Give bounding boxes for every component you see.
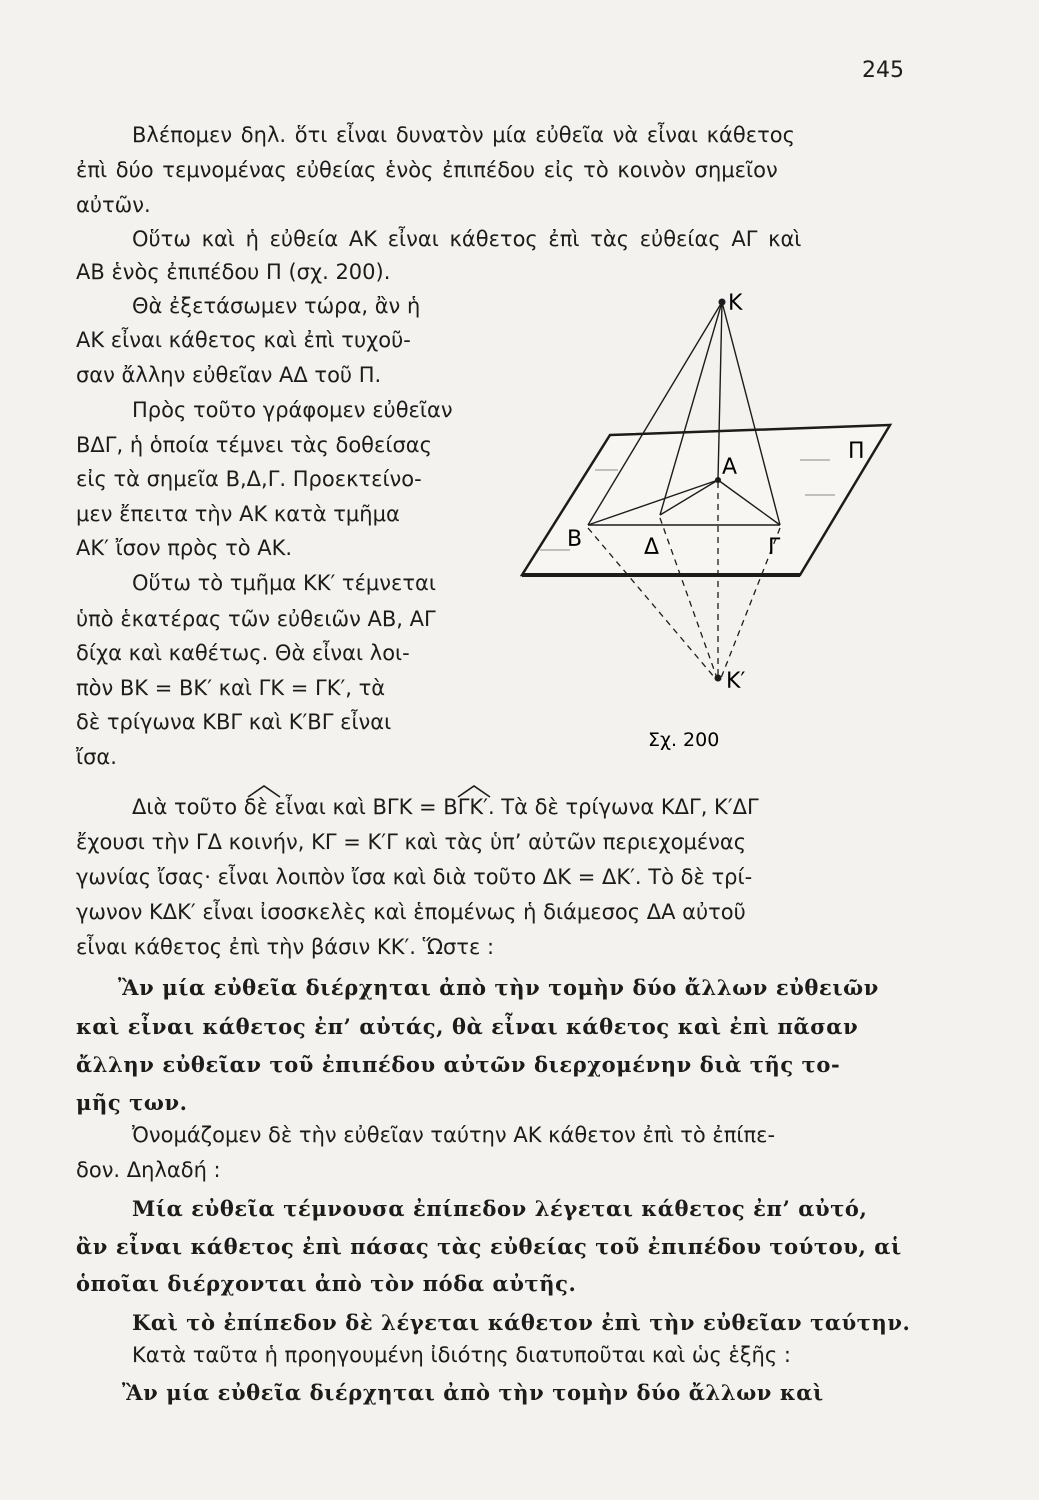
text-line: σαν ἄλλην εὐθεῖαν ΑΔ τοῦ Π. [76, 363, 382, 387]
text-line: ΒΔΓ, ἡ ὁποία τέμνει τὰς δοθείσας [76, 433, 432, 457]
text-line: ἴσα. [76, 745, 117, 769]
text-line: ἐπὶ δύο τεμνομένας εὐθείας ἑνὸς ἐπιπέδου εἰς τὸ κοινὸν σημεῖον [76, 158, 778, 182]
text-line: πὸν ΒΚ = ΒΚ′ καὶ ΓΚ = ΓΚ′, τὰ [76, 676, 386, 700]
theorem-line: καὶ εἶναι κάθετος ἐπ’ αὐτάς, θὰ εἶναι κάθετος καὶ ἐπὶ πᾶσαν [76, 1014, 859, 1039]
text-line: ἔχουσι τὴν ΓΔ κοινήν, ΚΓ = Κ′Γ καὶ τὰς ὑπ’ αὐτῶν περιεχομένας [76, 830, 747, 854]
text-line: ΑΚ εἶναι κάθετος καὶ ἐπὶ τυχοῦ- [76, 328, 411, 352]
point-a [715, 477, 721, 483]
text-line: ΑΚ′ ἴσον πρὸς τὸ ΑΚ. [76, 536, 293, 560]
text-line: Οὕτω τὸ τμῆμα ΚΚ′ τέμνεται [132, 571, 436, 595]
text-line: δὲ τρίγωνα ΚΒΓ καὶ Κ′ΒΓ εἶναι [76, 710, 392, 734]
label-k-prime: Κ′ [726, 669, 746, 694]
text-line: γωνον ΚΔΚ′ εἶναι ἰσοσκελὲς καὶ ἑπομένως ἡ διάμεσος ΔΑ αὐτοῦ [76, 900, 746, 924]
text-line: εἰς τὰ σημεῖα Β,Δ,Γ. Προεκτείνο- [76, 467, 422, 491]
text-line: δον. Δηλαδή : [76, 1158, 221, 1182]
theorem-line: μῆς των. [76, 1090, 188, 1115]
text-line: Θὰ ἐξετάσωμεν τώρα, ἂν ἡ [132, 294, 421, 318]
angle-arc-icon [246, 784, 282, 798]
definition-line: ἂν εἶναι κάθετος ἐπὶ πάσας τὰς εὐθείας τοῦ ἐπιπέδου τούτου, αἱ [76, 1234, 902, 1259]
text-line: δίχα καὶ καθέτως. Θὰ εἶναι λοι- [76, 641, 410, 665]
label-g: Γ [768, 535, 781, 560]
label-b: Β [567, 527, 583, 552]
label-p: Π [848, 439, 865, 464]
text-line: Κατὰ ταῦτα ἡ προηγουμένη ἰδιότης διατυποῦται καὶ ὡς ἑξῆς : [132, 1343, 791, 1367]
text-line: ΑΒ ἑνὸς ἐπιπέδου Π (σχ. 200). [76, 260, 391, 284]
figure-200 [500, 270, 920, 760]
text-line: μεν ἔπειτα τὴν ΑΚ κατὰ τμῆμα [76, 502, 400, 526]
text-line: εἶναι κάθετος ἐπὶ τὴν βάσιν ΚΚ′. Ὥστε : [76, 935, 495, 959]
definition-line: Καὶ τὸ ἐπίπεδον δὲ λέγεται κάθετον ἐπὶ τὴν εὐθεῖαν ταύτην. [132, 1310, 911, 1335]
page-number: 245 [862, 58, 904, 83]
text-line: Ὀνομάζομεν δὲ τὴν εὐθεῖαν ταύτην ΑΚ κάθετον ἐπὶ τὸ ἐπίπε- [132, 1123, 776, 1147]
theorem-line: Ἂν μία εὐθεῖα διέρχηται ἀπὸ τὴν τομὴν δύο ἄλλων εὐθειῶν [118, 975, 879, 1000]
definition-line: ὁποῖαι διέρχονται ἀπὸ τὸν πόδα αὐτῆς. [76, 1271, 577, 1296]
point-k [719, 299, 726, 306]
text-line: ὑπὸ ἑκατέρας τῶν εὐθειῶν ΑΒ, ΑΓ [76, 607, 436, 631]
text-line: αὐτῶν. [76, 193, 151, 217]
text-line: Διὰ τοῦτο δὲ εἶναι καὶ ΒΓΚ = ΒΓΚ′. Τὰ δὲ τρίγωνα ΚΔΓ, Κ′ΔΓ [132, 795, 759, 819]
label-d: Δ [644, 535, 660, 560]
theorem-line: Ἂν μία εὐθεῖα διέρχηται ἀπὸ τὴν τομὴν δύο ἄλλων καὶ [122, 1380, 824, 1405]
text-line: Βλέπομεν δηλ. ὅτι εἶναι δυνατὸν μία εὐθεῖα νὰ εἶναι κάθετος [132, 123, 795, 147]
text-line: Οὕτω καὶ ἡ εὐθεία ΑΚ εἶναι κάθετος ἐπὶ τὰς εὐθείας ΑΓ καὶ [132, 227, 802, 251]
angle-arc-icon [456, 784, 492, 798]
theorem-line: ἄλλην εὐθεῖαν τοῦ ἐπιπέδου αὐτῶν διερχομένην διὰ τῆς το- [76, 1052, 841, 1077]
definition-line: Μία εὐθεῖα τέμνουσα ἐπίπεδον λέγεται κάθετος ἐπ’ αὐτό, [132, 1196, 868, 1221]
figure-diagram [500, 270, 920, 760]
text-line: γωνίας ἴσας· εἶναι λοιπὸν ἴσα καὶ διὰ τοῦτο ΔΚ = ΔΚ′. Τὸ δὲ τρί- [76, 865, 753, 889]
plane-outline [522, 425, 890, 575]
label-a: Α [722, 455, 738, 480]
figure-caption: Σχ. 200 [648, 729, 720, 751]
label-k: Κ [728, 291, 743, 316]
text-line: Πρὸς τοῦτο γράφομεν εὐθεῖαν [132, 398, 453, 422]
point-k-prime [715, 675, 722, 682]
